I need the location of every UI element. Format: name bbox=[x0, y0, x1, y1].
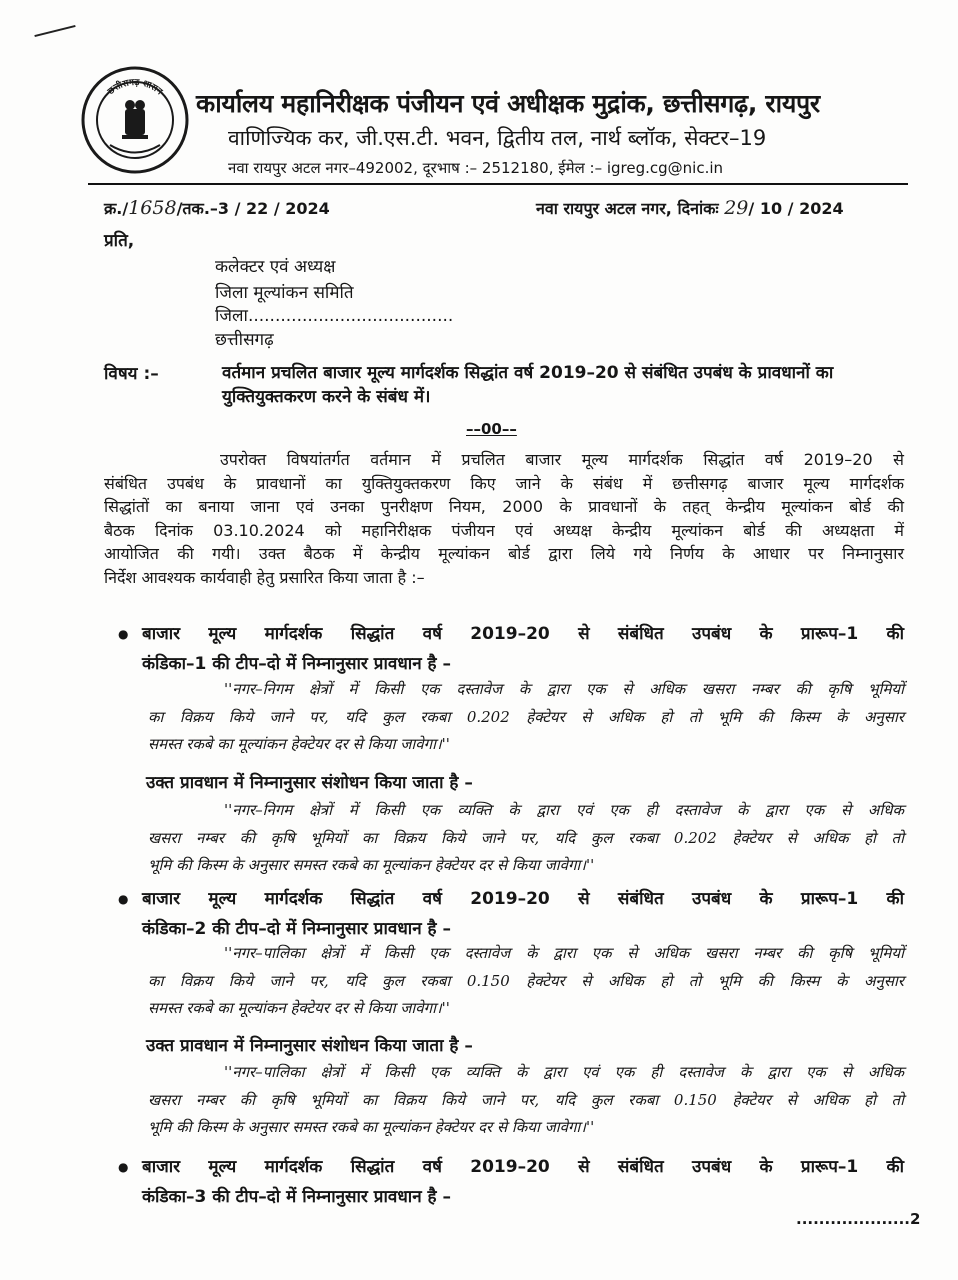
amendment-label: उक्त प्रावधान में निम्नानुसार संशोधन किया जाता है – bbox=[146, 1036, 473, 1056]
seal-text: छत्तीसगढ़ शासन bbox=[106, 77, 164, 98]
office-address-line1: वाणिज्यिक कर, जी.एस.टी. भवन, द्वितीय तल, नार्थ ब्लॉक, सेक्टर–19 bbox=[228, 126, 767, 150]
to-label: प्रति, bbox=[104, 231, 135, 251]
office-title: कार्यालय महानिरीक्षक पंजीयन एवं अधीक्षक मुद्रांक, छत्तीसगढ़, रायपुर bbox=[196, 89, 820, 118]
handwritten-day: 29 bbox=[724, 197, 749, 219]
office-contact-line: नवा रायपुर अटल नगर–492002, दूरभाष :– 2512180, ईमेल :– igreg.cg@nic.in bbox=[228, 159, 724, 177]
intro-line: निर्देश आवश्यक कार्यवाही हेतु प्रसारित किया जाता है :– bbox=[104, 567, 425, 587]
original-provision: ''नगर–पालिका क्षेत्रों में किसी एक दस्तावेज के द्वारा एक से अधिक खसरा नम्बर की कृषि भूमियों का विक्रय किये जाने पर, यदि कुल रकबा 0.150 हेक्टेयर से अधिक हो तो भूमि की किस्म के अनुसार समस्त रकबे का मूल्यांकन हेक्टेयर दर से किया जावेगा।'' bbox=[148, 944, 904, 1017]
bullet-icon: ● bbox=[118, 892, 129, 906]
next-page-marker: ....................2 bbox=[796, 1210, 921, 1228]
pen-stroke bbox=[34, 25, 75, 37]
separator: ––00–– bbox=[466, 420, 517, 438]
addressee-line: जिला मूल्यांकन समिति bbox=[215, 283, 354, 303]
header-divider bbox=[88, 183, 908, 185]
bullet-icon: ● bbox=[118, 1160, 129, 1174]
section-heading: बाजार मूल्य मार्गदर्शक सिद्धांत वर्ष 2019–20 से संबंधित उपबंध के प्रारूप–1 की कंडिका–1 की टीप–दो में निम्नानुसार प्रावधान है – bbox=[142, 624, 904, 674]
subject-label: विषय :– bbox=[104, 364, 159, 384]
intro-line: बैठक दिनांक 03.10.2024 को महानिरीक्षक पंजीयन एवं अध्यक्ष केन्द्रीय मूल्यांकन बोर्ड की अध्यक्षता में bbox=[104, 520, 904, 540]
government-seal-icon bbox=[80, 65, 190, 175]
intro-paragraph bbox=[104, 448, 904, 589]
section-heading: बाजार मूल्य मार्गदर्शक सिद्धांत वर्ष 2019–20 से संबंधित उपबंध के प्रारूप–1 की कंडिका–3 की टीप–दो में निम्नानुसार प्रावधान है – bbox=[142, 1157, 904, 1207]
svg-text:छत्तीसगढ़ शासन bbox=[105, 78, 164, 98]
addressee-line: छत्तीसगढ़ bbox=[215, 330, 274, 350]
date-line: नवा रायपुर अटल नगर, दिनांकः 29/ 10 / 2024 bbox=[536, 197, 844, 219]
subject-text: वर्तमान प्रचलित बाजार मूल्य मार्गदर्शक सिद्धांत वर्ष 2019–20 से संबंधित उपबंध के प्रावधानों का युक्तियुक्तकरण करने के संबंध में। bbox=[222, 363, 834, 407]
intro-line: सिद्धांतों का बनाया जाना एवं उनका पुनरीक्षण नियम, 2000 के प्रावधानों के तहत् केन्द्रीय मूल्यांकन बोर्ड की bbox=[104, 497, 904, 516]
addressee-line: कलेक्टर एवं अध्यक्ष bbox=[215, 257, 336, 277]
handwritten-ref-number: 1658 bbox=[128, 197, 177, 219]
original-provision: ''नगर–निगम क्षेत्रों में किसी एक दस्तावेज के द्वारा एक से अधिक खसरा नम्बर की कृषि भूमियों का विक्रय किये जाने पर, यदि कुल रकबा 0.202 हेक्टेयर से अधिक हो तो भूमि की किस्म के अनुसार समस्त रकबे का मूल्यांकन हेक्टेयर दर से किया जावेगा।'' bbox=[148, 680, 904, 753]
intro-line: आयोजित की गयी। उक्त बैठक में केन्द्रीय मूल्यांकन बोर्ड द्वारा लिये गये निर्णय के आधार पर निम्नानुसार bbox=[104, 544, 904, 563]
amended-provision: ''नगर–पालिका क्षेत्रों में किसी एक व्यक्ति के द्वारा एवं एक ही दस्तावेज के द्वारा एक से अधिक खसरा नम्बर की कृषि भूमियों का विक्रय किये जाने पर, यदि कुल रकबा 0.150 हेक्टेयर से अधिक हो तो भूमि की किस्म के अनुसार समस्त रकबे का मूल्यांकन हेक्टेयर दर से किया जावेगा।'' bbox=[148, 1063, 904, 1136]
bullet-icon: ● bbox=[118, 627, 129, 641]
reference-number: क्र./1658/तक.–3 / 22 / 2024 bbox=[104, 197, 330, 219]
amended-provision: ''नगर–निगम क्षेत्रों में किसी एक व्यक्ति के द्वारा एवं एक ही दस्तावेज के द्वारा एक से अधिक खसरा नम्बर की कृषि भूमियों का विक्रय किये जाने पर, यदि कुल रकबा 0.202 हेक्टेयर से अधिक हो तो भूमि की किस्म के अनुसार समस्त रकबे का मूल्यांकन हेक्टेयर दर से किया जावेगा।'' bbox=[148, 801, 904, 874]
intro-line: उपरोक्त विषयांतर्गत वर्तमान में प्रचलित बाजार मूल्य मार्गदर्शक सिद्धांत वर्ष 2019–20 से bbox=[220, 450, 904, 469]
addressee-line: जिला...................................... bbox=[215, 306, 454, 326]
intro-line: संबंधित उपबंध के प्रावधानों का युक्तियुक्तकरण किए जाने के संबंध में छत्तीसगढ़ बाजार मूल्य मार्गदर्शक bbox=[104, 473, 904, 493]
section-heading: बाजार मूल्य मार्गदर्शक सिद्धांत वर्ष 2019–20 से संबंधित उपबंध के प्रारूप–1 की कंडिका–2 की टीप–दो में निम्नानुसार प्रावधान है – bbox=[142, 889, 904, 939]
amendment-label: उक्त प्रावधान में निम्नानुसार संशोधन किया जाता है – bbox=[146, 773, 473, 793]
